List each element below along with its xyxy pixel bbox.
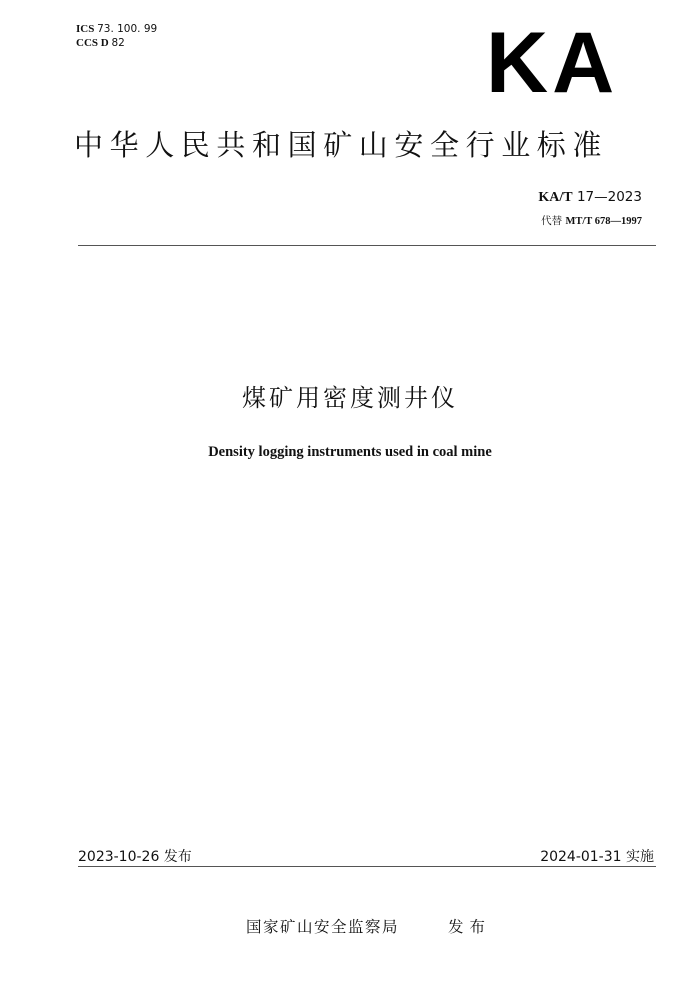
ccs-line <box>76 36 125 50</box>
replaces-code: MT/T 678—1997 <box>565 216 642 227</box>
publish-action: 发布 <box>448 918 492 936</box>
implementation-date: 2024-01-31 实施 <box>540 849 654 865</box>
standard-category-title: 中华人民共和国矿山安全行业标准 <box>74 128 609 162</box>
replaces-note <box>541 213 642 228</box>
ics-code: 73. 100. 99 <box>97 23 158 35</box>
ccs-code: 82 <box>111 37 125 49</box>
ics-line <box>76 22 157 36</box>
ka-logo: KA <box>486 15 619 111</box>
publisher-name: 国家矿山安全监察局 <box>246 918 400 936</box>
bottom-divider <box>78 866 656 867</box>
standard-number-prefix: KA/T <box>538 190 573 205</box>
issue-date: 2023-10-26 发布 <box>78 849 192 865</box>
replaces-label: 代替 <box>541 215 563 227</box>
standard-number-value: 17—2023 <box>576 189 642 205</box>
document-title-chinese: 煤矿用密度测井仪 <box>242 384 458 412</box>
ccs-label: CCS D <box>76 37 109 49</box>
top-divider <box>78 245 656 246</box>
ics-label: ICS <box>76 23 95 35</box>
document-title-english: Density logging instruments used in coal mine <box>208 444 492 460</box>
standard-number <box>538 189 642 206</box>
